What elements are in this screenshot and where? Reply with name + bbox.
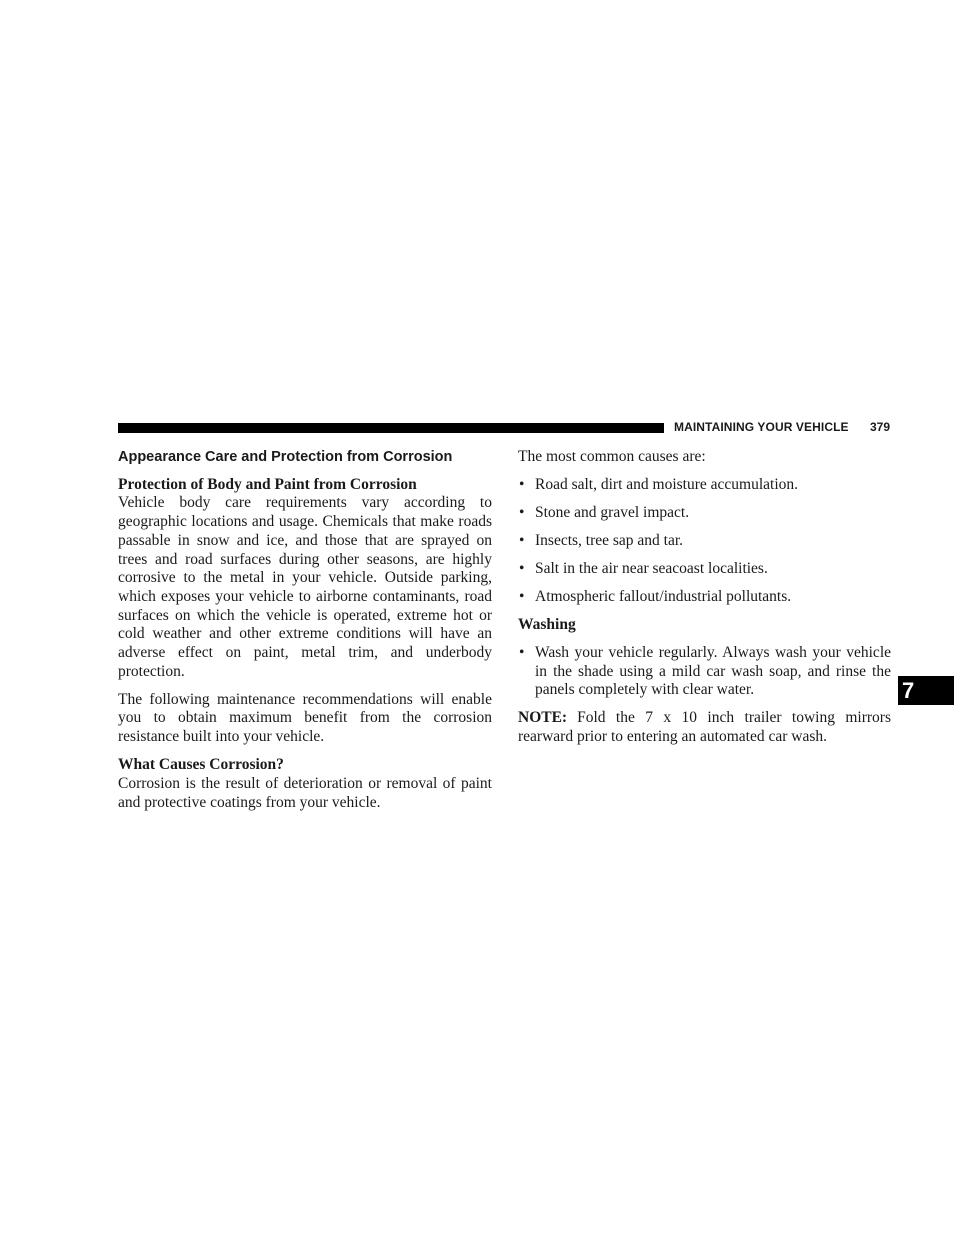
bullet-icon: •: [519, 532, 525, 549]
list-item: • Salt in the air near seacoast localities.: [519, 560, 768, 577]
section-title: Appearance Care and Protection from Corrosion: [118, 449, 453, 465]
header-rule: [118, 423, 664, 433]
bullet-icon: •: [519, 476, 525, 493]
causes-heading: What Causes Corrosion?: [118, 756, 284, 774]
right-column: [518, 448, 891, 756]
protection-paragraph: [118, 476, 492, 682]
bullet-icon: •: [519, 644, 525, 661]
left-column: [118, 448, 492, 822]
list-item: • Road salt, dirt and moisture accumulation.: [519, 476, 799, 493]
note-paragraph: [518, 709, 891, 746]
list-item: • Atmospheric fallout/industrial pollutants.: [519, 588, 792, 605]
causes-intro: The most common causes are:: [518, 448, 706, 465]
list-item: • Stone and gravel impact.: [519, 504, 690, 521]
page-number: 379: [870, 420, 891, 434]
causes-paragraph: [118, 756, 492, 812]
bullet-icon: •: [519, 504, 525, 521]
washing-heading: Washing: [518, 616, 576, 633]
causes-body: Corrosion is the result of deterioration or removal of paint and protective coatings from your vehicle.: [118, 774, 492, 811]
maintenance-paragraph: The following maintenance recommendations will enable you to obtain maximum benefit from the corrosion resistance built into your vehicle.: [118, 690, 492, 746]
causes-list: [518, 476, 891, 607]
chapter-tab: 7: [898, 676, 954, 705]
note-text: Fold the 7 x 10 inch trailer towing mirrors rearward prior to entering an automated car wash.: [518, 709, 891, 746]
protection-heading: Protection of Body and Paint from Corrosion: [118, 475, 417, 493]
washing-list: [518, 644, 891, 700]
bullet-icon: •: [519, 560, 525, 577]
list-item: • Wash your vehicle regularly. Always wash your vehicle in the shade using a mild car wash soap, and rinse the panels completely with clear water.: [519, 644, 891, 699]
bullet-icon: •: [519, 588, 525, 605]
running-header-title: MAINTAINING YOUR VEHICLE: [674, 420, 849, 434]
list-item: • Insects, tree sap and tar.: [519, 532, 684, 549]
note-label: NOTE:: [518, 709, 568, 727]
protection-body: Vehicle body care requirements vary according to geographic locations and usage. Chemicals that make roads passable in snow and ice, and those that are sprayed on trees and road surfaces during other seasons, are highly corrosive to the metal in your vehicle. Outside parking, which exposes your vehicle to airborne contaminants, road surfaces on which the vehicle is operated, extreme hot or cold weather and other extreme conditions will have an adverse effect on paint, metal trim, and underbody protection.: [118, 494, 492, 680]
